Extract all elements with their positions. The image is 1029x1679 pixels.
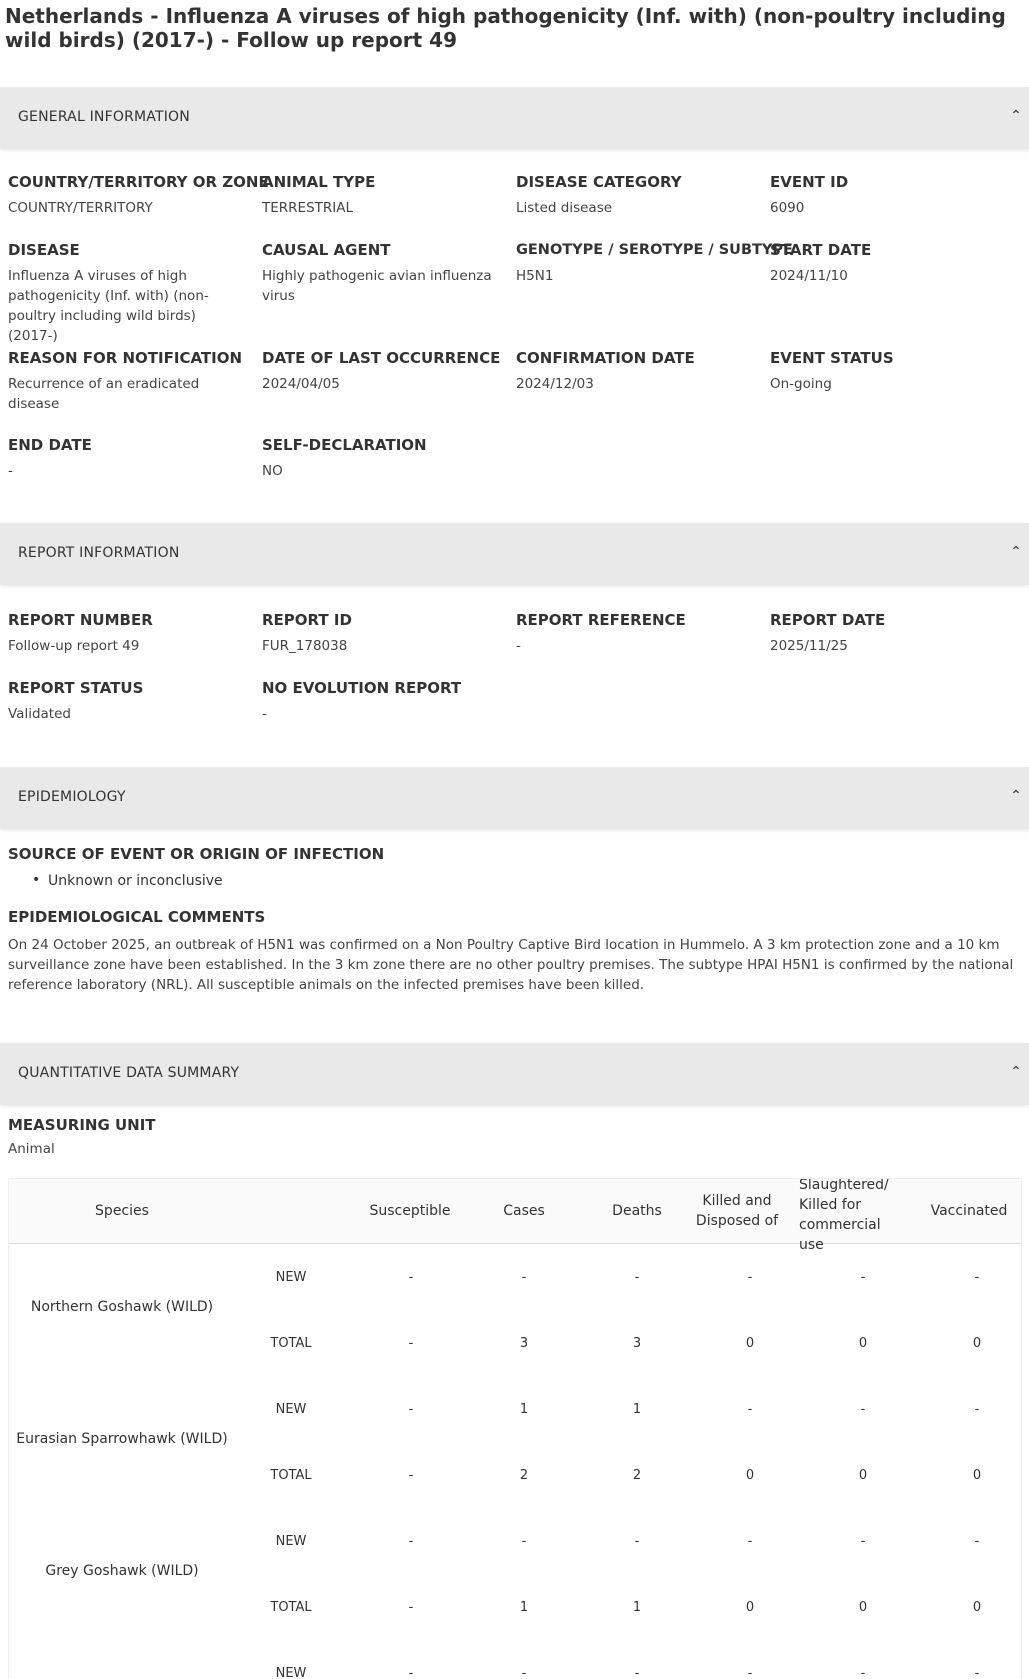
chevron-up-icon[interactable]: ⌃ [1010, 1064, 1022, 1080]
field-report-id [262, 610, 508, 656]
field-label: CAUSAL AGENT [262, 241, 391, 259]
cell-susceptible: - [408, 1336, 414, 1351]
cell-vaccinated: - [974, 1402, 980, 1417]
species-name: Grey Goshawk (WILD) [45, 1563, 199, 1579]
field-label: END DATE [8, 436, 92, 454]
cell-slaughtered: - [860, 1402, 866, 1417]
cell-slaughtered: 0 [858, 1600, 868, 1615]
field-value: 2024/04/05 [262, 376, 340, 392]
field-label: CONFIRMATION DATE [516, 349, 695, 367]
field-value: 2024/11/10 [770, 268, 848, 284]
field-report-number [8, 610, 254, 656]
field-measuring-unit [8, 1115, 254, 1159]
cell-susceptible: - [408, 1402, 414, 1417]
field-value: - [262, 706, 267, 722]
row-total-label: TOTAL [270, 1336, 312, 1351]
field-value: Influenza A viruses of high pathogenicity (Inf. with) (non-poultry including wild birds) (2017-) [8, 268, 209, 344]
cell-vaccinated: - [974, 1534, 980, 1549]
cell-cases: - [521, 1534, 527, 1549]
cell-killed: - [747, 1402, 753, 1417]
section-epidemiology-header[interactable] [0, 767, 1029, 829]
cell-killed: - [747, 1270, 753, 1285]
section-general-title: GENERAL INFORMATION [18, 109, 190, 125]
cell-cases: 3 [519, 1336, 529, 1351]
chevron-up-icon[interactable]: ⌃ [1010, 788, 1022, 804]
quantitative-table [8, 1178, 1022, 1679]
field-value: FUR_178038 [262, 638, 348, 654]
field-value: 2025/11/25 [770, 638, 848, 654]
field-value: - [8, 463, 13, 479]
cell-susceptible: - [408, 1270, 414, 1285]
col-vaccinated: Vaccinated [930, 1203, 1008, 1219]
field-causal-agent [262, 240, 506, 306]
field-label: REPORT ID [262, 611, 352, 629]
field-disease-category [516, 172, 762, 218]
cell-vaccinated: 0 [972, 1468, 982, 1483]
field-value: Listed disease [516, 200, 613, 216]
col-killed: Killed and Disposed of [695, 1193, 779, 1229]
field-label: ANIMAL TYPE [262, 173, 376, 191]
field-label: GENOTYPE / SEROTYPE / SUBTYPE [516, 242, 793, 258]
field-value: NO [262, 463, 283, 479]
field-value: - [516, 638, 521, 654]
field-value: Follow-up report 49 [8, 638, 140, 654]
col-susceptible: Susceptible [369, 1203, 451, 1219]
field-label: REPORT STATUS [8, 679, 144, 697]
cell-slaughtered: - [860, 1534, 866, 1549]
row-total-label: TOTAL [270, 1600, 312, 1615]
section-report-title: REPORT INFORMATION [18, 545, 180, 561]
cell-slaughtered: - [860, 1666, 866, 1679]
section-report-header[interactable] [0, 523, 1029, 585]
field-reason [8, 348, 243, 414]
row-new-label: NEW [275, 1402, 307, 1417]
cell-slaughtered: - [860, 1270, 866, 1285]
field-label: START DATE [770, 241, 872, 259]
field-value: H5N1 [516, 268, 554, 284]
field-label: REPORT REFERENCE [516, 611, 686, 629]
cell-killed: - [747, 1666, 753, 1679]
cell-deaths: 2 [632, 1468, 642, 1483]
comments-text: On 24 October 2025, an outbreak of H5N1 was confirmed on a Non Poultry Captive Bird location in Hummelo. A 3 km protection zone and a 10 km surveillance zone have been established. In the 3 km zone there are no other poultry premises. The subtype HPAI H5N1 is confirmed by the national reference laboratory (NRL). All susceptible animals on the infected premises have been killed. [8, 937, 1014, 993]
field-report-date [770, 610, 1016, 656]
field-confirmation-date [516, 348, 762, 394]
field-value: COUNTRY/TERRITORY [8, 200, 153, 216]
field-label: REPORT NUMBER [8, 611, 153, 629]
section-quantitative-title: QUANTITATIVE DATA SUMMARY [18, 1065, 240, 1081]
field-event-id [770, 172, 1016, 218]
field-end-date [8, 435, 254, 481]
field-label: EVENT ID [770, 173, 849, 191]
field-start-date [770, 240, 1016, 286]
field-label: DISEASE [8, 241, 80, 259]
row-total-label: TOTAL [270, 1468, 312, 1483]
field-value: Animal [8, 1141, 55, 1157]
cell-killed: - [747, 1534, 753, 1549]
cell-cases: - [521, 1666, 527, 1679]
cell-deaths: - [634, 1666, 640, 1679]
col-species: Species [95, 1203, 149, 1219]
page-title: Netherlands - Influenza A viruses of high pathogenicity (Inf. with) (non-poultry including wild birds) (2017-) - Follow up report 49 [5, 4, 1006, 52]
cell-deaths: 1 [632, 1600, 642, 1615]
cell-deaths: 3 [632, 1336, 642, 1351]
field-value: 2024/12/03 [516, 376, 594, 392]
species-name: Eurasian Sparrowhawk (WILD) [16, 1431, 228, 1447]
row-new-label: NEW [275, 1666, 307, 1679]
cell-slaughtered: 0 [858, 1468, 868, 1483]
source-label: SOURCE OF EVENT OR ORIGIN OF INFECTION [8, 845, 385, 863]
section-general-header[interactable] [0, 87, 1029, 149]
field-label: REPORT DATE [770, 611, 886, 629]
field-country [8, 172, 269, 218]
cell-killed: 0 [745, 1336, 755, 1351]
col-slaughtered: Slaughtered/ Killed for commercial use [799, 1178, 889, 1253]
row-new-label: NEW [275, 1534, 307, 1549]
field-label: NO EVOLUTION REPORT [262, 679, 462, 697]
cell-cases: - [521, 1270, 527, 1285]
species-name: Northern Goshawk (WILD) [30, 1299, 214, 1315]
cell-cases: 1 [519, 1402, 529, 1417]
field-value: Highly pathogenic avian influenza virus [262, 268, 492, 304]
cell-killed: 0 [745, 1468, 755, 1483]
field-value: 6090 [770, 200, 805, 216]
comments-label: EPIDEMIOLOGICAL COMMENTS [8, 908, 266, 926]
field-label: SELF-DECLARATION [262, 436, 427, 454]
field-report-status [8, 678, 254, 724]
field-value: Recurrence of an eradicated disease [8, 376, 200, 412]
cell-vaccinated: - [974, 1666, 980, 1679]
field-genotype [516, 240, 793, 286]
cell-deaths: - [634, 1270, 640, 1285]
field-animal-type [262, 172, 508, 218]
cell-vaccinated: 0 [972, 1600, 982, 1615]
field-value: On-going [770, 376, 832, 392]
field-label: REASON FOR NOTIFICATION [8, 349, 243, 367]
cell-cases: 2 [519, 1468, 529, 1483]
cell-deaths: 1 [632, 1402, 642, 1417]
cell-slaughtered: 0 [858, 1336, 868, 1351]
cell-cases: 1 [519, 1600, 529, 1615]
field-last-occurrence [262, 348, 508, 394]
cell-deaths: - [634, 1534, 640, 1549]
field-label: DISEASE CATEGORY [516, 173, 682, 191]
source-item: • Unknown or inconclusive [48, 873, 223, 889]
cell-susceptible: - [408, 1600, 414, 1615]
cell-vaccinated: - [974, 1270, 980, 1285]
cell-susceptible: - [408, 1666, 414, 1679]
field-event-status [770, 348, 1016, 394]
chevron-up-icon[interactable]: ⌃ [1010, 108, 1022, 124]
field-label: EVENT STATUS [770, 349, 894, 367]
field-value: TERRESTRIAL [262, 200, 353, 216]
field-label: COUNTRY/TERRITORY OR ZONE [8, 173, 269, 191]
chevron-up-icon[interactable]: ⌃ [1010, 544, 1022, 560]
col-cases: Cases [503, 1203, 545, 1219]
section-quantitative-header[interactable] [0, 1043, 1029, 1105]
field-label: DATE OF LAST OCCURRENCE [262, 349, 501, 367]
field-label: MEASURING UNIT [8, 1116, 156, 1134]
field-no-evolution [262, 678, 508, 724]
cell-vaccinated: 0 [972, 1336, 982, 1351]
cell-susceptible: - [408, 1534, 414, 1549]
field-self-declaration [262, 435, 508, 481]
row-new-label: NEW [275, 1270, 307, 1285]
field-report-reference [516, 610, 762, 656]
field-value: Validated [8, 706, 71, 722]
cell-susceptible: - [408, 1468, 414, 1483]
col-deaths: Deaths [612, 1203, 662, 1219]
field-disease [8, 240, 248, 346]
cell-killed: 0 [745, 1600, 755, 1615]
section-epidemiology-title: EPIDEMIOLOGY [18, 789, 126, 805]
table-header [9, 1178, 1021, 1253]
